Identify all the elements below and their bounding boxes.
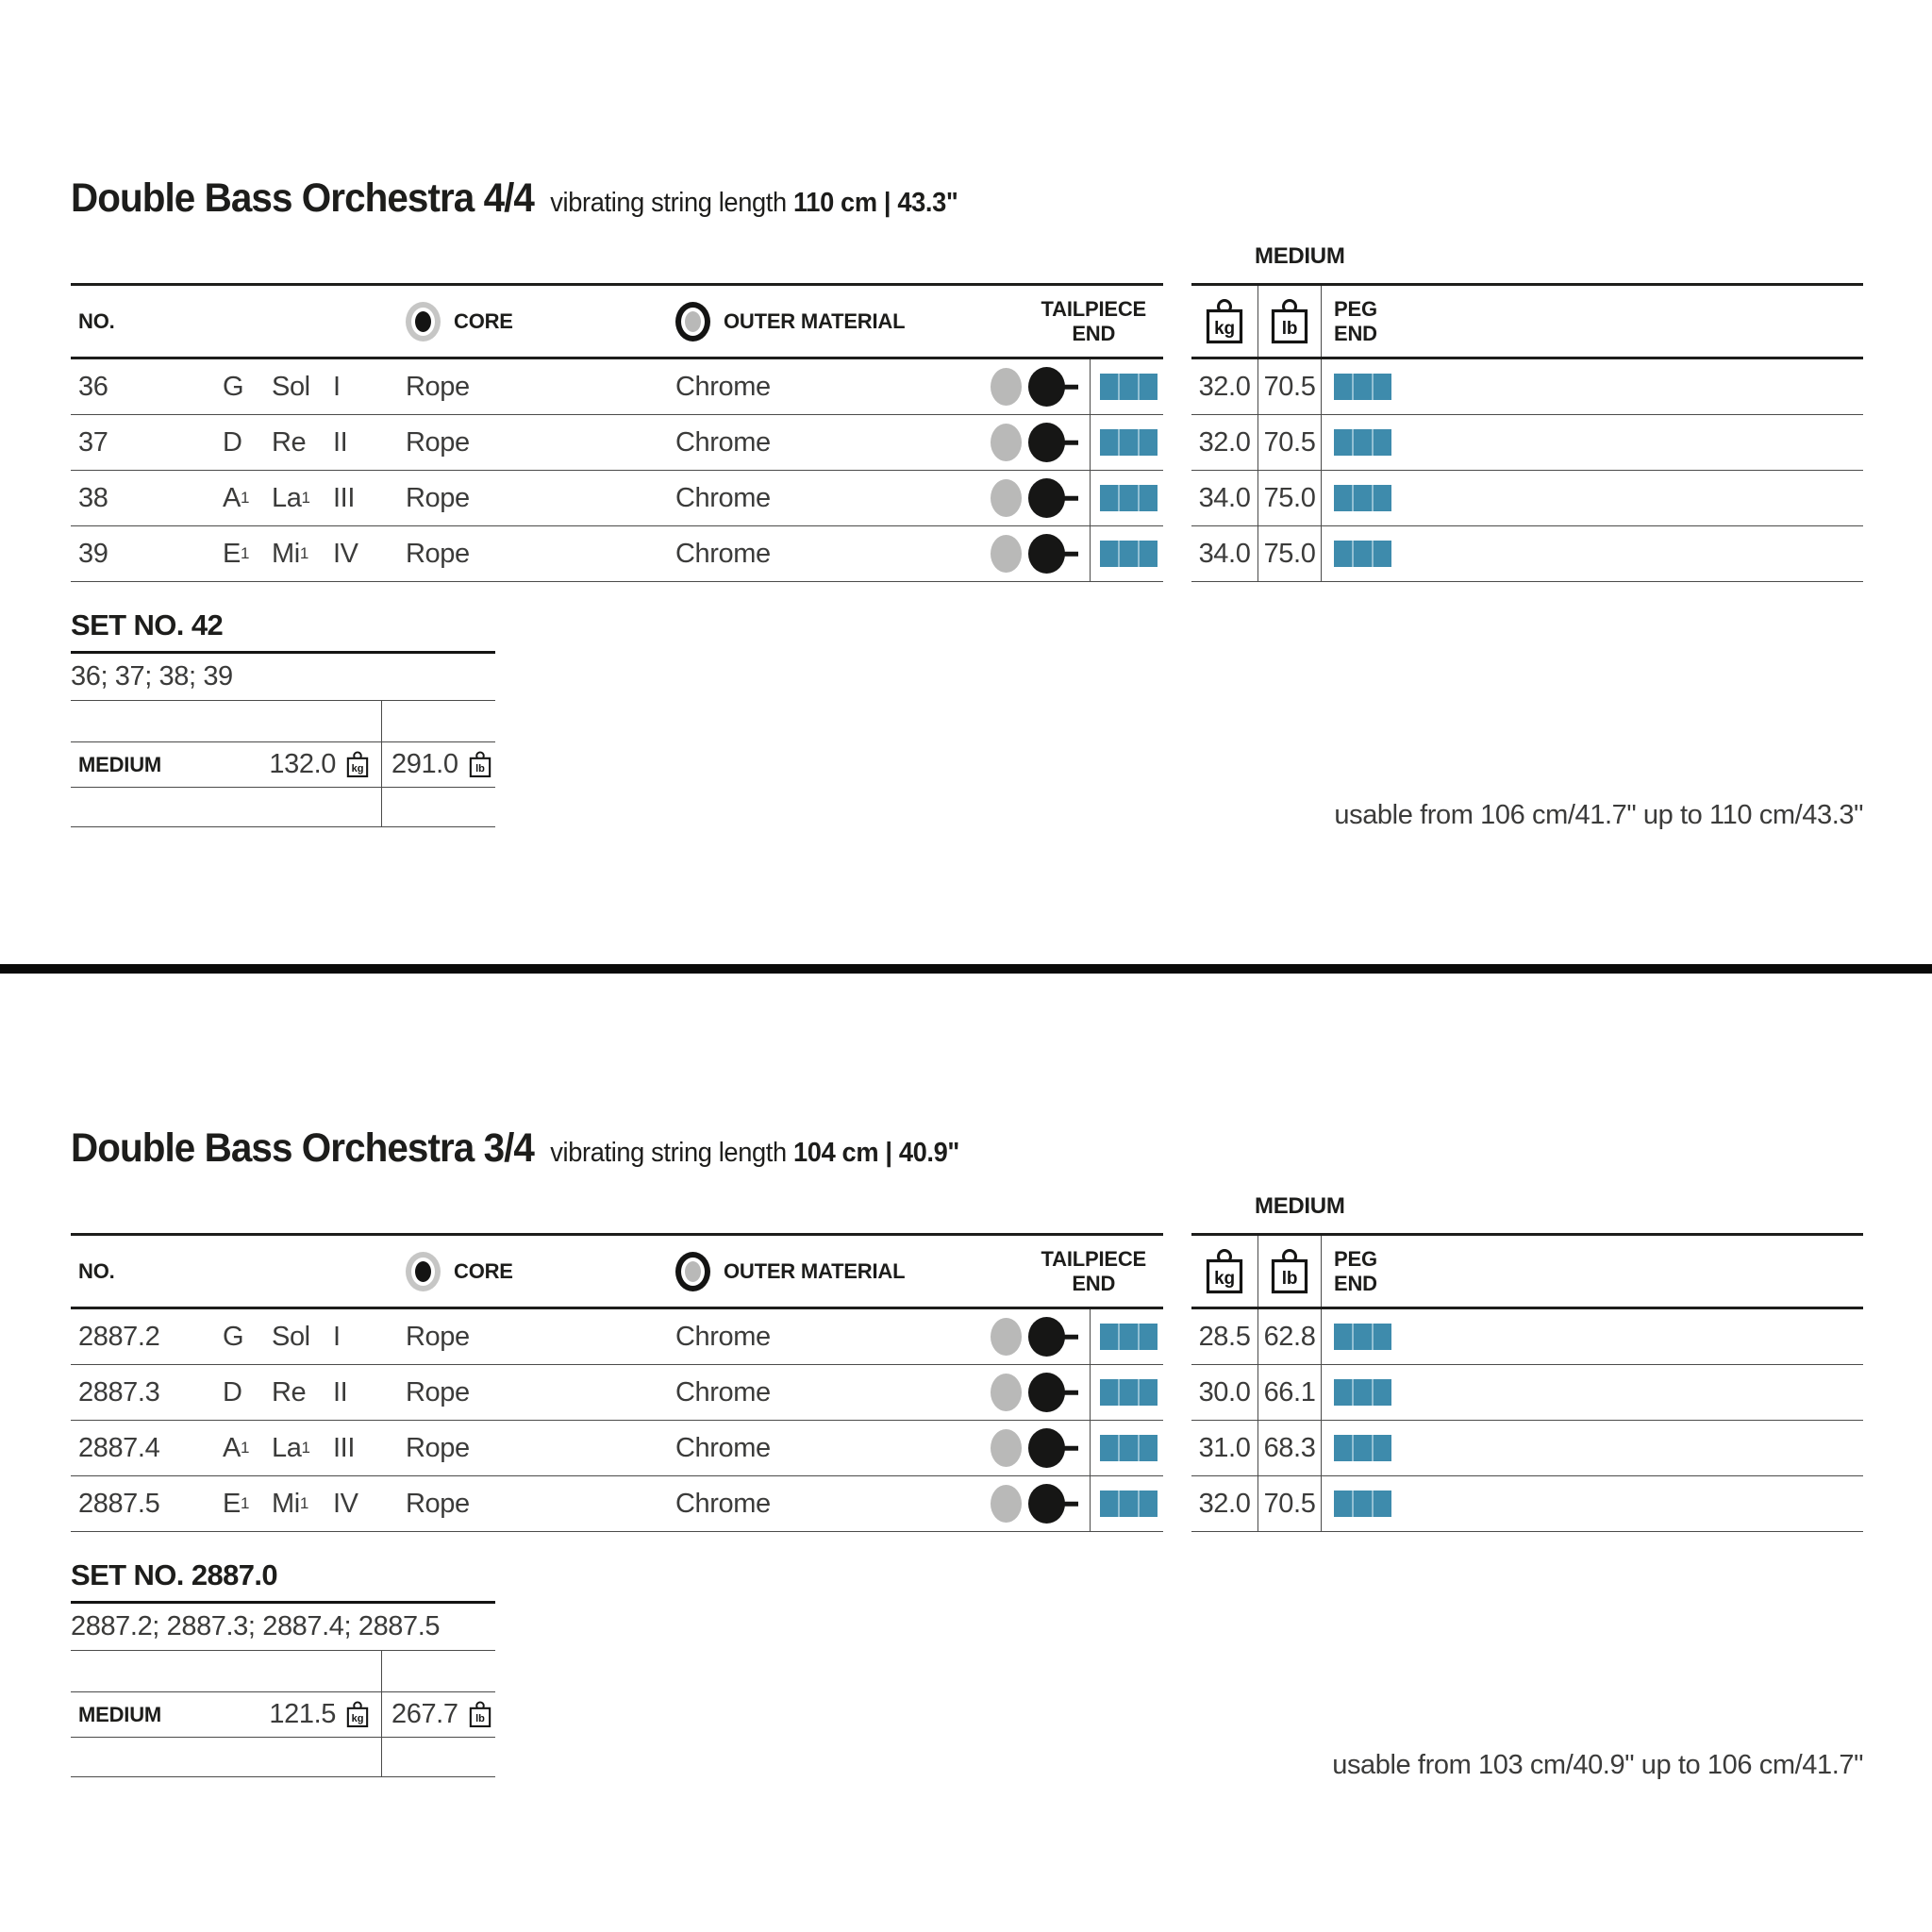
lb-weight-icon — [1269, 298, 1310, 345]
tension-kg: 30.0 — [1191, 1365, 1258, 1420]
note-name: A 1 — [223, 1432, 250, 1463]
core-material: Rope — [406, 426, 470, 458]
tailpiece-end-cell — [1090, 1309, 1163, 1364]
outer-material: Chrome — [675, 1376, 771, 1407]
tailpiece-end-cell — [1090, 415, 1163, 470]
table-row — [1191, 359, 1863, 415]
col-header-kg — [1191, 1236, 1258, 1307]
col-header-outer-material — [675, 1236, 991, 1307]
tailpiece-availability-bar-icon — [1100, 1324, 1158, 1350]
strings-table — [71, 1233, 1163, 1532]
string-number: 2887.2 — [78, 1321, 160, 1352]
col-header-tailpiece-end: TAILPIECE END — [1041, 296, 1146, 345]
set-weight-kg-cell — [71, 1692, 382, 1738]
col-header-no: NO. — [78, 308, 115, 333]
set-weight-label: MEDIUM — [78, 752, 162, 776]
tension-lb: 70.5 — [1258, 415, 1322, 470]
string-position: III — [333, 482, 355, 513]
tailpiece-end-cell — [1090, 1476, 1163, 1531]
note-name: E 1 — [223, 538, 250, 569]
black-ball-pin-icon — [1028, 534, 1065, 574]
tension-lb: 62.8 — [1258, 1309, 1322, 1364]
solfege-name: Mi 1 — [272, 538, 308, 569]
core-material: Rope — [406, 1488, 470, 1519]
core-icon — [406, 1252, 441, 1291]
core-material: Rope — [406, 1321, 470, 1352]
peg-availability-bar-icon — [1334, 541, 1391, 567]
string-position: I — [333, 371, 341, 402]
col-header-lb — [1258, 1236, 1322, 1307]
string-number: 2887.5 — [78, 1488, 160, 1519]
core-material: Rope — [406, 1376, 470, 1407]
svg-text:kg: kg — [351, 1713, 364, 1725]
tension-lb: 66.1 — [1258, 1365, 1322, 1420]
set-block — [71, 1558, 495, 1777]
table-row — [71, 1365, 1163, 1421]
svg-text:lb: lb — [1281, 318, 1298, 339]
note-name: A 1 — [223, 482, 250, 513]
tailpiece-end-cell — [1090, 359, 1163, 414]
svg-text:kg: kg — [1214, 1268, 1235, 1289]
string-position: IV — [333, 538, 358, 569]
string-position: II — [333, 1376, 348, 1407]
string-position: II — [333, 426, 348, 458]
set-weight-lb-cell — [382, 1692, 495, 1738]
peg-availability-bar-icon — [1334, 1379, 1391, 1406]
string-position: III — [333, 1432, 355, 1463]
table-header — [71, 1236, 1163, 1309]
table-row — [1191, 415, 1863, 471]
table-row — [1191, 1421, 1863, 1476]
note-name: G — [223, 371, 244, 402]
medium-gauge-table — [1191, 283, 1863, 582]
tension-kg: 32.0 — [1191, 1476, 1258, 1531]
gray-ball-icon — [991, 1318, 1022, 1356]
set-title: SET NO. 2887.0 — [71, 1558, 495, 1604]
table-row — [71, 415, 1163, 471]
svg-text:lb: lb — [1281, 1268, 1298, 1289]
tailpiece-availability-bar-icon — [1100, 485, 1158, 511]
col-header-tailpiece-end: TAILPIECE END — [1041, 1246, 1146, 1295]
black-ball-pin-icon — [1028, 1428, 1065, 1468]
tailpiece-availability-bar-icon — [1100, 1491, 1158, 1517]
note-name: D — [223, 1376, 242, 1407]
tailpiece-end-icons — [991, 1421, 1090, 1475]
outer-material: Chrome — [675, 538, 771, 569]
tension-lb: 68.3 — [1258, 1421, 1322, 1475]
lb-weight-icon — [468, 1701, 492, 1728]
outer-material: Chrome — [675, 1432, 771, 1463]
usable-range-note: usable from 103 cm/40.9" up to 106 cm/41.7" — [1332, 1750, 1863, 1780]
table-row — [1191, 471, 1863, 526]
black-ball-pin-icon — [1028, 1373, 1065, 1412]
gray-ball-icon — [991, 1429, 1022, 1467]
lb-weight-icon — [468, 751, 492, 778]
solfege-name: Re — [272, 426, 307, 458]
solfege-name: Mi 1 — [272, 1488, 308, 1519]
note-name: E 1 — [223, 1488, 250, 1519]
section-orchestra-3-4 — [0, 950, 1932, 1900]
string-position: I — [333, 1321, 341, 1352]
tailpiece-end-icons — [991, 1309, 1090, 1364]
set-weight-kg-cell — [71, 742, 382, 788]
solfege-name: La 1 — [272, 482, 310, 513]
peg-availability-bar-icon — [1334, 1435, 1391, 1461]
subtitle-label: vibrating string length — [550, 1138, 787, 1168]
note-name: G — [223, 1321, 244, 1352]
peg-end-cell — [1322, 1421, 1863, 1475]
outer-material: Chrome — [675, 426, 771, 458]
tension-kg: 31.0 — [1191, 1421, 1258, 1475]
kg-weight-icon — [1204, 298, 1245, 345]
string-position: IV — [333, 1488, 358, 1519]
col-header-kg — [1191, 286, 1258, 357]
col-header-outer-material — [675, 286, 991, 357]
tailpiece-end-cell — [1090, 1421, 1163, 1475]
table-row — [71, 471, 1163, 526]
table-row — [1191, 1309, 1863, 1365]
set-weight-lb-cell — [382, 742, 495, 788]
gray-ball-icon — [991, 535, 1022, 573]
tailpiece-end-icons — [991, 1365, 1090, 1420]
peg-end-cell — [1322, 359, 1863, 414]
strings-table — [71, 283, 1163, 582]
peg-end-cell — [1322, 415, 1863, 470]
tailpiece-end-icons — [991, 415, 1090, 470]
table-row — [1191, 1365, 1863, 1421]
tailpiece-end-icons — [991, 471, 1090, 525]
set-items: 36; 37; 38; 39 — [71, 654, 495, 701]
svg-text:lb: lb — [475, 1713, 485, 1725]
medium-column-label: MEDIUM — [1255, 1193, 1345, 1219]
core-material: Rope — [406, 371, 470, 402]
black-ball-pin-icon — [1028, 1317, 1065, 1357]
peg-availability-bar-icon — [1334, 485, 1391, 511]
peg-availability-bar-icon — [1334, 1491, 1391, 1517]
spec-tables — [71, 1193, 1863, 1532]
outer-material-dot — [685, 1261, 701, 1282]
tailpiece-availability-bar-icon — [1100, 541, 1158, 567]
gray-ball-icon — [991, 1485, 1022, 1523]
solfege-name: Sol — [272, 1321, 310, 1352]
lb-weight-icon — [1269, 1248, 1310, 1295]
peg-availability-bar-icon — [1334, 429, 1391, 456]
set-weight-label: MEDIUM — [78, 1702, 162, 1726]
string-number: 2887.3 — [78, 1376, 160, 1407]
solfege-name: Sol — [272, 371, 310, 402]
table-row — [71, 1309, 1163, 1365]
gray-ball-icon — [991, 424, 1022, 461]
core-icon — [406, 302, 441, 341]
outer-material-label: OUTER MATERIAL — [724, 308, 906, 333]
section-title — [71, 1125, 959, 1172]
set-kg-value: 121.5 — [269, 1699, 336, 1729]
set-lb-value: 267.7 — [391, 1699, 458, 1729]
table-header — [71, 286, 1163, 359]
core-label: CORE — [454, 1258, 513, 1283]
string-number: 37 — [78, 426, 108, 458]
string-number: 39 — [78, 538, 108, 569]
table-header — [1191, 286, 1863, 359]
set-block — [71, 608, 495, 827]
string-length-subtitle — [550, 188, 958, 218]
medium-gauge-table — [1191, 1233, 1863, 1532]
tension-lb: 70.5 — [1258, 359, 1322, 414]
outer-material: Chrome — [675, 1488, 771, 1519]
tailpiece-end-icons — [991, 526, 1090, 581]
core-dot — [415, 1261, 431, 1282]
note-name: D — [223, 426, 242, 458]
core-dot — [415, 311, 431, 332]
core-material: Rope — [406, 482, 470, 513]
tension-kg: 34.0 — [1191, 526, 1258, 581]
set-kg-value: 132.0 — [269, 749, 336, 779]
core-material: Rope — [406, 1432, 470, 1463]
set-weight-table — [71, 1651, 495, 1777]
kg-weight-icon — [1204, 1248, 1245, 1295]
outer-material-icon — [675, 302, 710, 341]
tailpiece-end-cell — [1090, 1365, 1163, 1420]
peg-end-cell — [1322, 1365, 1863, 1420]
tension-kg: 32.0 — [1191, 415, 1258, 470]
kg-weight-icon — [345, 1701, 370, 1728]
col-header-peg-end: PEG END — [1334, 296, 1377, 345]
peg-end-cell — [1322, 526, 1863, 581]
outer-material: Chrome — [675, 371, 771, 402]
set-lb-value: 291.0 — [391, 749, 458, 779]
outer-material-dot — [685, 311, 701, 332]
section-title — [71, 175, 958, 222]
string-number: 2887.4 — [78, 1432, 160, 1463]
usable-range-note: usable from 106 cm/41.7" up to 110 cm/43.3" — [1334, 800, 1863, 830]
peg-end-cell — [1322, 471, 1863, 525]
black-ball-pin-icon — [1028, 1484, 1065, 1524]
outer-material-label: OUTER MATERIAL — [724, 1258, 906, 1283]
tailpiece-availability-bar-icon — [1100, 1379, 1158, 1406]
svg-text:lb: lb — [475, 763, 485, 775]
solfege-name: La 1 — [272, 1432, 310, 1463]
medium-column-label: MEDIUM — [1255, 243, 1345, 269]
gray-ball-icon — [991, 368, 1022, 406]
outer-material: Chrome — [675, 1321, 771, 1352]
string-number: 38 — [78, 482, 108, 513]
product-name: Double Bass Orchestra 3/4 — [71, 1125, 534, 1171]
table-header — [1191, 1236, 1863, 1309]
svg-text:kg: kg — [1214, 318, 1235, 339]
tension-lb: 75.0 — [1258, 471, 1322, 525]
string-length-value: 110 cm | 43.3" — [792, 188, 958, 218]
peg-availability-bar-icon — [1334, 1324, 1391, 1350]
col-header-core — [406, 1236, 675, 1307]
product-name: Double Bass Orchestra 4/4 — [71, 175, 534, 221]
outer-material: Chrome — [675, 482, 771, 513]
tailpiece-availability-bar-icon — [1100, 374, 1158, 400]
col-header-no: NO. — [78, 1258, 115, 1283]
table-row — [71, 1421, 1163, 1476]
gray-ball-icon — [991, 1374, 1022, 1411]
tailpiece-end-cell — [1090, 526, 1163, 581]
svg-text:kg: kg — [351, 763, 364, 775]
string-length-value: 104 cm | 40.9" — [792, 1138, 959, 1168]
spec-tables — [71, 243, 1863, 582]
solfege-name: Re — [272, 1376, 307, 1407]
string-number: 36 — [78, 371, 108, 402]
peg-availability-bar-icon — [1334, 374, 1391, 400]
tailpiece-end-icons — [991, 1476, 1090, 1531]
string-length-subtitle — [550, 1138, 959, 1168]
tailpiece-end-cell — [1090, 471, 1163, 525]
table-row — [1191, 526, 1863, 582]
table-row — [71, 526, 1163, 582]
table-row — [1191, 1476, 1863, 1532]
col-header-lb — [1258, 286, 1322, 357]
tension-kg: 32.0 — [1191, 359, 1258, 414]
tension-kg: 28.5 — [1191, 1309, 1258, 1364]
col-header-peg-end: PEG END — [1334, 1246, 1377, 1295]
subtitle-label: vibrating string length — [550, 188, 787, 218]
peg-end-cell — [1322, 1309, 1863, 1364]
black-ball-pin-icon — [1028, 478, 1065, 518]
tailpiece-availability-bar-icon — [1100, 1435, 1158, 1461]
set-items: 2887.2; 2887.3; 2887.4; 2887.5 — [71, 1604, 495, 1651]
gray-ball-icon — [991, 479, 1022, 517]
core-material: Rope — [406, 538, 470, 569]
outer-material-icon — [675, 1252, 710, 1291]
set-title: SET NO. 42 — [71, 608, 495, 654]
tailpiece-end-icons — [991, 359, 1090, 414]
black-ball-pin-icon — [1028, 367, 1065, 407]
section-orchestra-4-4 — [0, 0, 1932, 950]
peg-end-cell — [1322, 1476, 1863, 1531]
tension-lb: 70.5 — [1258, 1476, 1322, 1531]
set-weight-table — [71, 701, 495, 827]
tension-kg: 34.0 — [1191, 471, 1258, 525]
table-row — [71, 359, 1163, 415]
core-label: CORE — [454, 308, 513, 333]
tailpiece-availability-bar-icon — [1100, 429, 1158, 456]
table-row — [71, 1476, 1163, 1532]
tension-lb: 75.0 — [1258, 526, 1322, 581]
kg-weight-icon — [345, 751, 370, 778]
col-header-core — [406, 286, 675, 357]
black-ball-pin-icon — [1028, 423, 1065, 462]
